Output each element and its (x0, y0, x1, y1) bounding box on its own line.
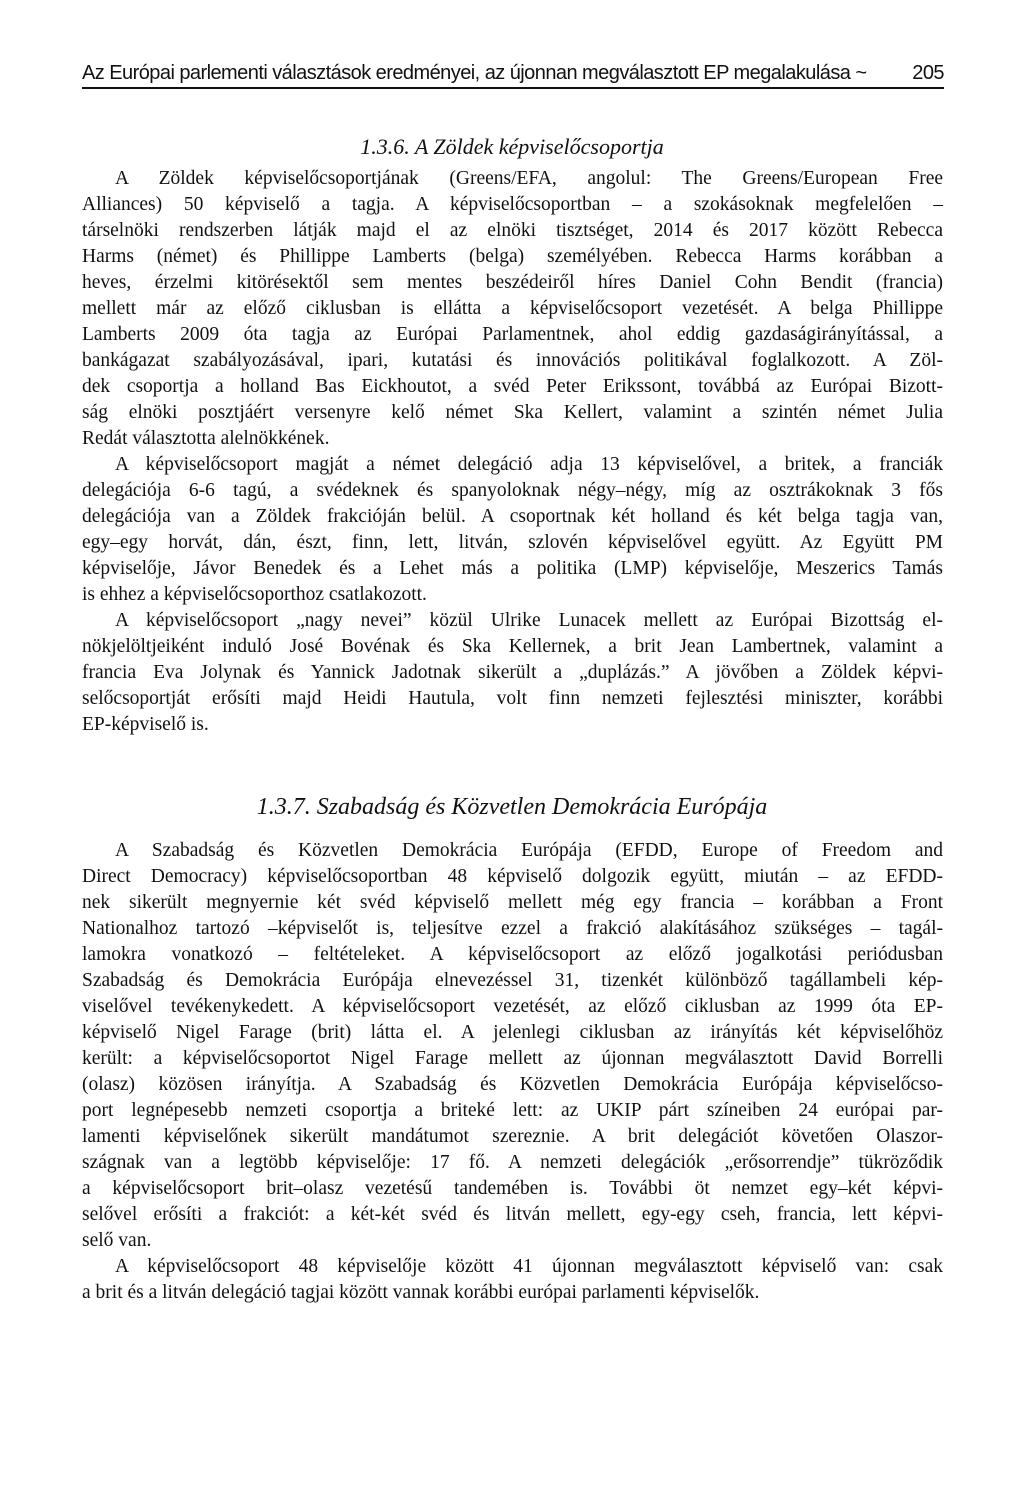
text-line: A képviselőcsoport „nagy nevei” közül Ulrike Lunacek mellett az Európai Bizottság el- (115, 610, 943, 631)
text-line: Alliances) 50 képviselő a tagja. A képviselőcsoportban – a szokásoknak megfelelően – (82, 194, 943, 215)
text-line: EP-képviselő is. (82, 714, 209, 735)
text-line: Harms (német) és Phillippe Lamberts (belga) személyében. Rebecca Harms korábban a (82, 246, 943, 267)
text-line: A Zöldek képviselőcsoportjának (Greens/EFA, angolul: The Greens/European Free (115, 168, 943, 189)
text-line: szágnak van a legtöbb képviselője: 17 fő. A nemzeti delegációk „erősorrendje” tükröződik (82, 1152, 943, 1173)
efdd-section-body (82, 838, 943, 1306)
section-heading-efdd: 1.3.7. Szabadság és Közvetlen Demokrácia Európája (256, 794, 768, 820)
text-line: delegációja van a Zöldek frakcióján belül. A csoportnak két holland és két belga tagja van, (82, 506, 943, 527)
text-line: heves, érzelmi kitörésektől sem mentes beszédeiről híres Daniel Cohn Bendit (francia) (82, 272, 943, 293)
text-line: port legnépesebb nemzeti csoportja a briteké lett: az UKIP párt színeiben 24 európai par- (82, 1100, 943, 1121)
text-line: lamenti képviselőnek sikerült mandátumot szereznie. A brit delegációt követően Olaszor- (82, 1126, 943, 1147)
text-line: lamokra vonatkozó – feltételeket. A képviselőcsoport az előző jogalkotási periódusban (82, 944, 943, 965)
text-line: A képviselőcsoport magját a német delegáció adja 13 képviselővel, a britek, a franciák (115, 454, 943, 475)
text-line: ság elnöki posztjáért versenyre kelő német Ska Kellert, valamint a szintén német Julia (82, 402, 943, 423)
text-line: bankágazat szabályozásával, ipari, kutatási és innovációs politikával foglalkozott. A Zöl- (82, 350, 943, 371)
text-line: Redát választotta alelnökkének. (82, 428, 330, 449)
section-heading-greens: 1.3.6. A Zöldek képviselőcsoportja (360, 134, 664, 159)
text-line: Szabadság és Demokrácia Európája elnevezéssel 31, tizenkét különböző tagállambeli kép- (82, 970, 943, 991)
text-line: a képviselőcsoport brit–olasz vezetésű tandemében is. További öt nemzet egy–két képvi- (82, 1178, 943, 1199)
running-header (82, 60, 944, 89)
text-line: nek sikerült megnyernie két svéd képviselő mellett még egy francia – korábban a Front (82, 892, 943, 913)
text-line: Nationalhoz tartozó –képviselőt is, teljesítve ezzel a frakció alakításához szükséges – tagál- (82, 918, 943, 939)
greens-section-body (82, 166, 943, 738)
text-line: képviselő Nigel Farage (brit) látta el. A jelenlegi ciklusban az irányítás két képviselőhöz (82, 1022, 943, 1043)
text-line: nökjelöltjeiként induló José Bovénak és Ska Kellernek, a brit Jean Lambertnek, valamint a (82, 636, 943, 657)
text-line: mellett már az előző ciklusban is ellátta a képviselőcsoport vezetését. A belga Phillippe (82, 298, 943, 319)
text-line: Lamberts 2009 óta tagja az Európai Parlamentnek, ahol eddig gazdaságirányítással, a (82, 324, 943, 345)
text-line: A képviselőcsoport 48 képviselője között 41 újonnan megválasztott képviselő van: csak (115, 1256, 943, 1277)
text-line: egy–egy horvát, dán, észt, finn, lett, litván, szlovén képviselővel együtt. Az Együtt PM (82, 532, 943, 553)
running-title: Az Európai parlementi választások eredményei, az újonnan megválasztott EP megalakulása ~ (82, 62, 867, 84)
text-line: selővel erősíti a frakciót: a két-két svéd és litván mellett, egy-egy cseh, francia, lett képvi- (82, 1204, 943, 1225)
text-line: is ehhez a képviselőcsoporthoz csatlakozott. (82, 584, 427, 605)
text-line: társelnöki rendszerben látják majd el az elnöki tisztséget, 2014 és 2017 között Rebecca (82, 220, 943, 241)
text-line: a brit és a litván delegáció tagjai között vannak korábbi európai parlamenti képviselők. (82, 1282, 760, 1303)
text-line: képviselője, Jávor Benedek és a Lehet más a politika (LMP) képviselője, Meszerics Tamás (82, 558, 943, 579)
text-line: delegációja 6-6 tagú, a svédeknek és spanyoloknak négy–négy, míg az osztrákoknak 3 fős (82, 480, 943, 501)
text-line: francia Eva Jolynak és Yannick Jadotnak sikerült a „duplázás.” A jövőben a Zöldek képvi- (82, 662, 943, 683)
text-line: került: a képviselőcsoportot Nigel Farage mellett az újonnan megválasztott David Borrelli (82, 1048, 943, 1069)
text-line: selő van. (82, 1230, 152, 1251)
text-line: selőcsoportját erősíti majd Heidi Hautula, volt finn nemzeti fejlesztési miniszter, korábbi (82, 688, 943, 709)
text-line: (olasz) közösen irányítja. A Szabadság és Közvetlen Demokrácia Európája képviselőcso- (82, 1074, 943, 1095)
page-number: 205 (912, 62, 944, 84)
text-line: dek csoportja a holland Bas Eickhoutot, a svéd Peter Erikssont, továbbá az Európai Bizott- (82, 376, 943, 397)
text-line: viselővel tevékenykedett. A képviselőcsoport vezetését, az előző ciklusban az 1999 óta EP- (82, 996, 943, 1017)
text-line: A Szabadság és Közvetlen Demokrácia Európája (EFDD, Europe of Freedom and (115, 840, 943, 861)
text-line: Direct Democracy) képviselőcsoportban 48 képviselő dolgozik együtt, miután – az EFDD- (82, 866, 943, 887)
